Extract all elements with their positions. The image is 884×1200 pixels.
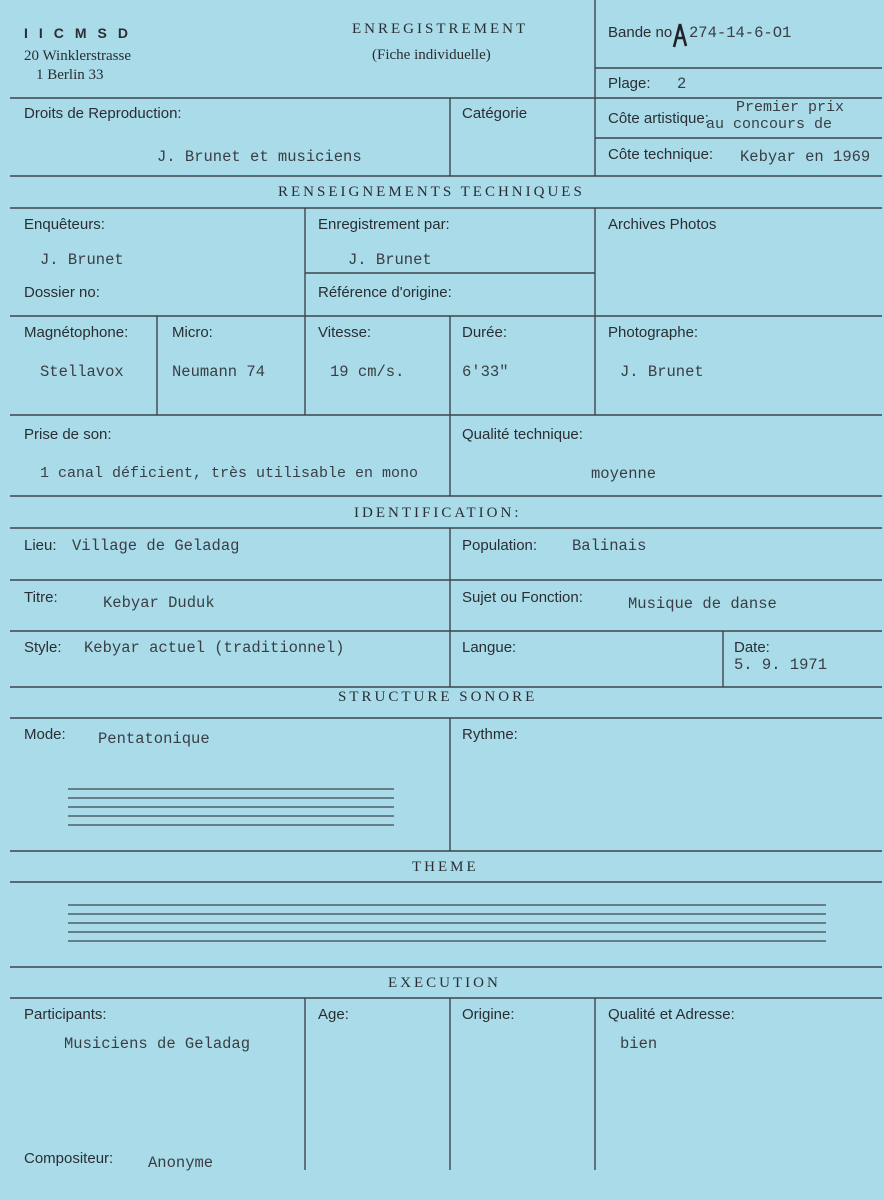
population-value: Balinais bbox=[572, 537, 647, 555]
mode-staff-lines bbox=[68, 789, 394, 825]
bande-label: Bande no bbox=[608, 24, 673, 41]
vitesse-label: Vitesse: bbox=[318, 324, 372, 341]
age-label: Age: bbox=[318, 1006, 349, 1023]
section-execution-title: EXECUTION bbox=[388, 975, 501, 991]
origine-label: Origine: bbox=[462, 1006, 515, 1023]
theme-staff-lines bbox=[68, 905, 826, 941]
rythme-label: Rythme: bbox=[462, 726, 518, 743]
enqueteurs-value: J. Brunet bbox=[40, 251, 124, 269]
micro-value: Neumann 74 bbox=[172, 363, 266, 381]
section-theme-title: THEME bbox=[412, 859, 479, 875]
archives-photos-label: Archives Photos bbox=[608, 216, 717, 233]
photographe-label: Photographe: bbox=[608, 324, 699, 341]
handwritten-mark bbox=[674, 24, 686, 47]
bande-value: 274-14-6-O1 bbox=[689, 24, 792, 42]
duree-value: 6'33" bbox=[462, 363, 509, 381]
plage-value: 2 bbox=[677, 75, 687, 93]
droits-label: Droits de Reproduction: bbox=[24, 105, 182, 122]
enregistrement-par-value: J. Brunet bbox=[348, 251, 432, 269]
participants-label: Participants: bbox=[24, 1006, 107, 1023]
date-label: Date: bbox=[734, 639, 770, 656]
droits-value: J. Brunet et musiciens bbox=[157, 148, 362, 166]
magnetophone-value: Stellavox bbox=[40, 363, 124, 381]
cote-artistique-value-2: au concours de bbox=[706, 116, 833, 133]
micro-label: Micro: bbox=[172, 324, 213, 341]
org-address-line2: 1 Berlin 33 bbox=[36, 67, 104, 83]
duree-label: Durée: bbox=[462, 324, 508, 341]
dossier-label: Dossier no: bbox=[24, 284, 100, 301]
mode-label: Mode: bbox=[24, 726, 66, 743]
sujet-fonction-value: Musique de danse bbox=[628, 595, 777, 613]
qualite-adresse-value: bien bbox=[620, 1035, 658, 1053]
magnetophone-label: Magnétophone: bbox=[24, 324, 129, 341]
section-identification-title: IDENTIFICATION: bbox=[354, 505, 522, 521]
cote-artistique-value-1: Premier prix bbox=[736, 99, 845, 116]
section-structure-title: STRUCTURE SONORE bbox=[338, 689, 538, 705]
form-subtitle: (Fiche individuelle) bbox=[372, 47, 491, 63]
photographe-value: J. Brunet bbox=[620, 363, 704, 381]
enqueteurs-label: Enquêteurs: bbox=[24, 216, 105, 233]
sujet-fonction-label: Sujet ou Fonction: bbox=[462, 589, 583, 606]
lieu-label: Lieu: bbox=[24, 537, 57, 554]
cote-artistique-label: Côte artistique: bbox=[608, 110, 709, 127]
qualite-adresse-label: Qualité et Adresse: bbox=[608, 1006, 735, 1023]
style-label: Style: bbox=[24, 639, 62, 656]
lieu-value: Village de Geladag bbox=[72, 537, 240, 555]
enregistrement-par-label: Enregistrement par: bbox=[318, 216, 450, 233]
prise-de-son-label: Prise de son: bbox=[24, 426, 112, 443]
reference-origine-label: Référence d'origine: bbox=[318, 284, 452, 301]
prise-de-son-value: 1 canal déficient, très utilisable en mono bbox=[40, 465, 419, 482]
categorie-label: Catégorie bbox=[462, 105, 528, 122]
compositeur-label: Compositeur: bbox=[24, 1150, 114, 1167]
cote-technique-value: Kebyar en 1969 bbox=[740, 148, 871, 166]
mode-value: Pentatonique bbox=[98, 730, 210, 748]
section-technique-title: RENSEIGNEMENTS TECHNIQUES bbox=[278, 184, 585, 200]
org-name: IICMSD bbox=[24, 25, 139, 41]
cote-technique-label: Côte technique: bbox=[608, 146, 714, 163]
titre-value: Kebyar Duduk bbox=[103, 594, 215, 612]
titre-label: Titre: bbox=[24, 589, 58, 606]
form-title: ENREGISTREMENT bbox=[352, 21, 529, 37]
date-value: 5. 9. 1971 bbox=[734, 656, 828, 674]
qualite-technique-value: moyenne bbox=[591, 465, 657, 483]
compositeur-value: Anonyme bbox=[148, 1154, 214, 1172]
plage-label: Plage: bbox=[608, 75, 651, 92]
vitesse-value: 19 cm/s. bbox=[330, 363, 405, 381]
participants-value: Musiciens de Geladag bbox=[64, 1035, 251, 1053]
langue-label: Langue: bbox=[462, 639, 517, 656]
org-address-line1: 20 Winklerstrasse bbox=[24, 48, 132, 64]
population-label: Population: bbox=[462, 537, 538, 554]
qualite-technique-label: Qualité technique: bbox=[462, 426, 583, 443]
style-value: Kebyar actuel (traditionnel) bbox=[84, 639, 345, 657]
